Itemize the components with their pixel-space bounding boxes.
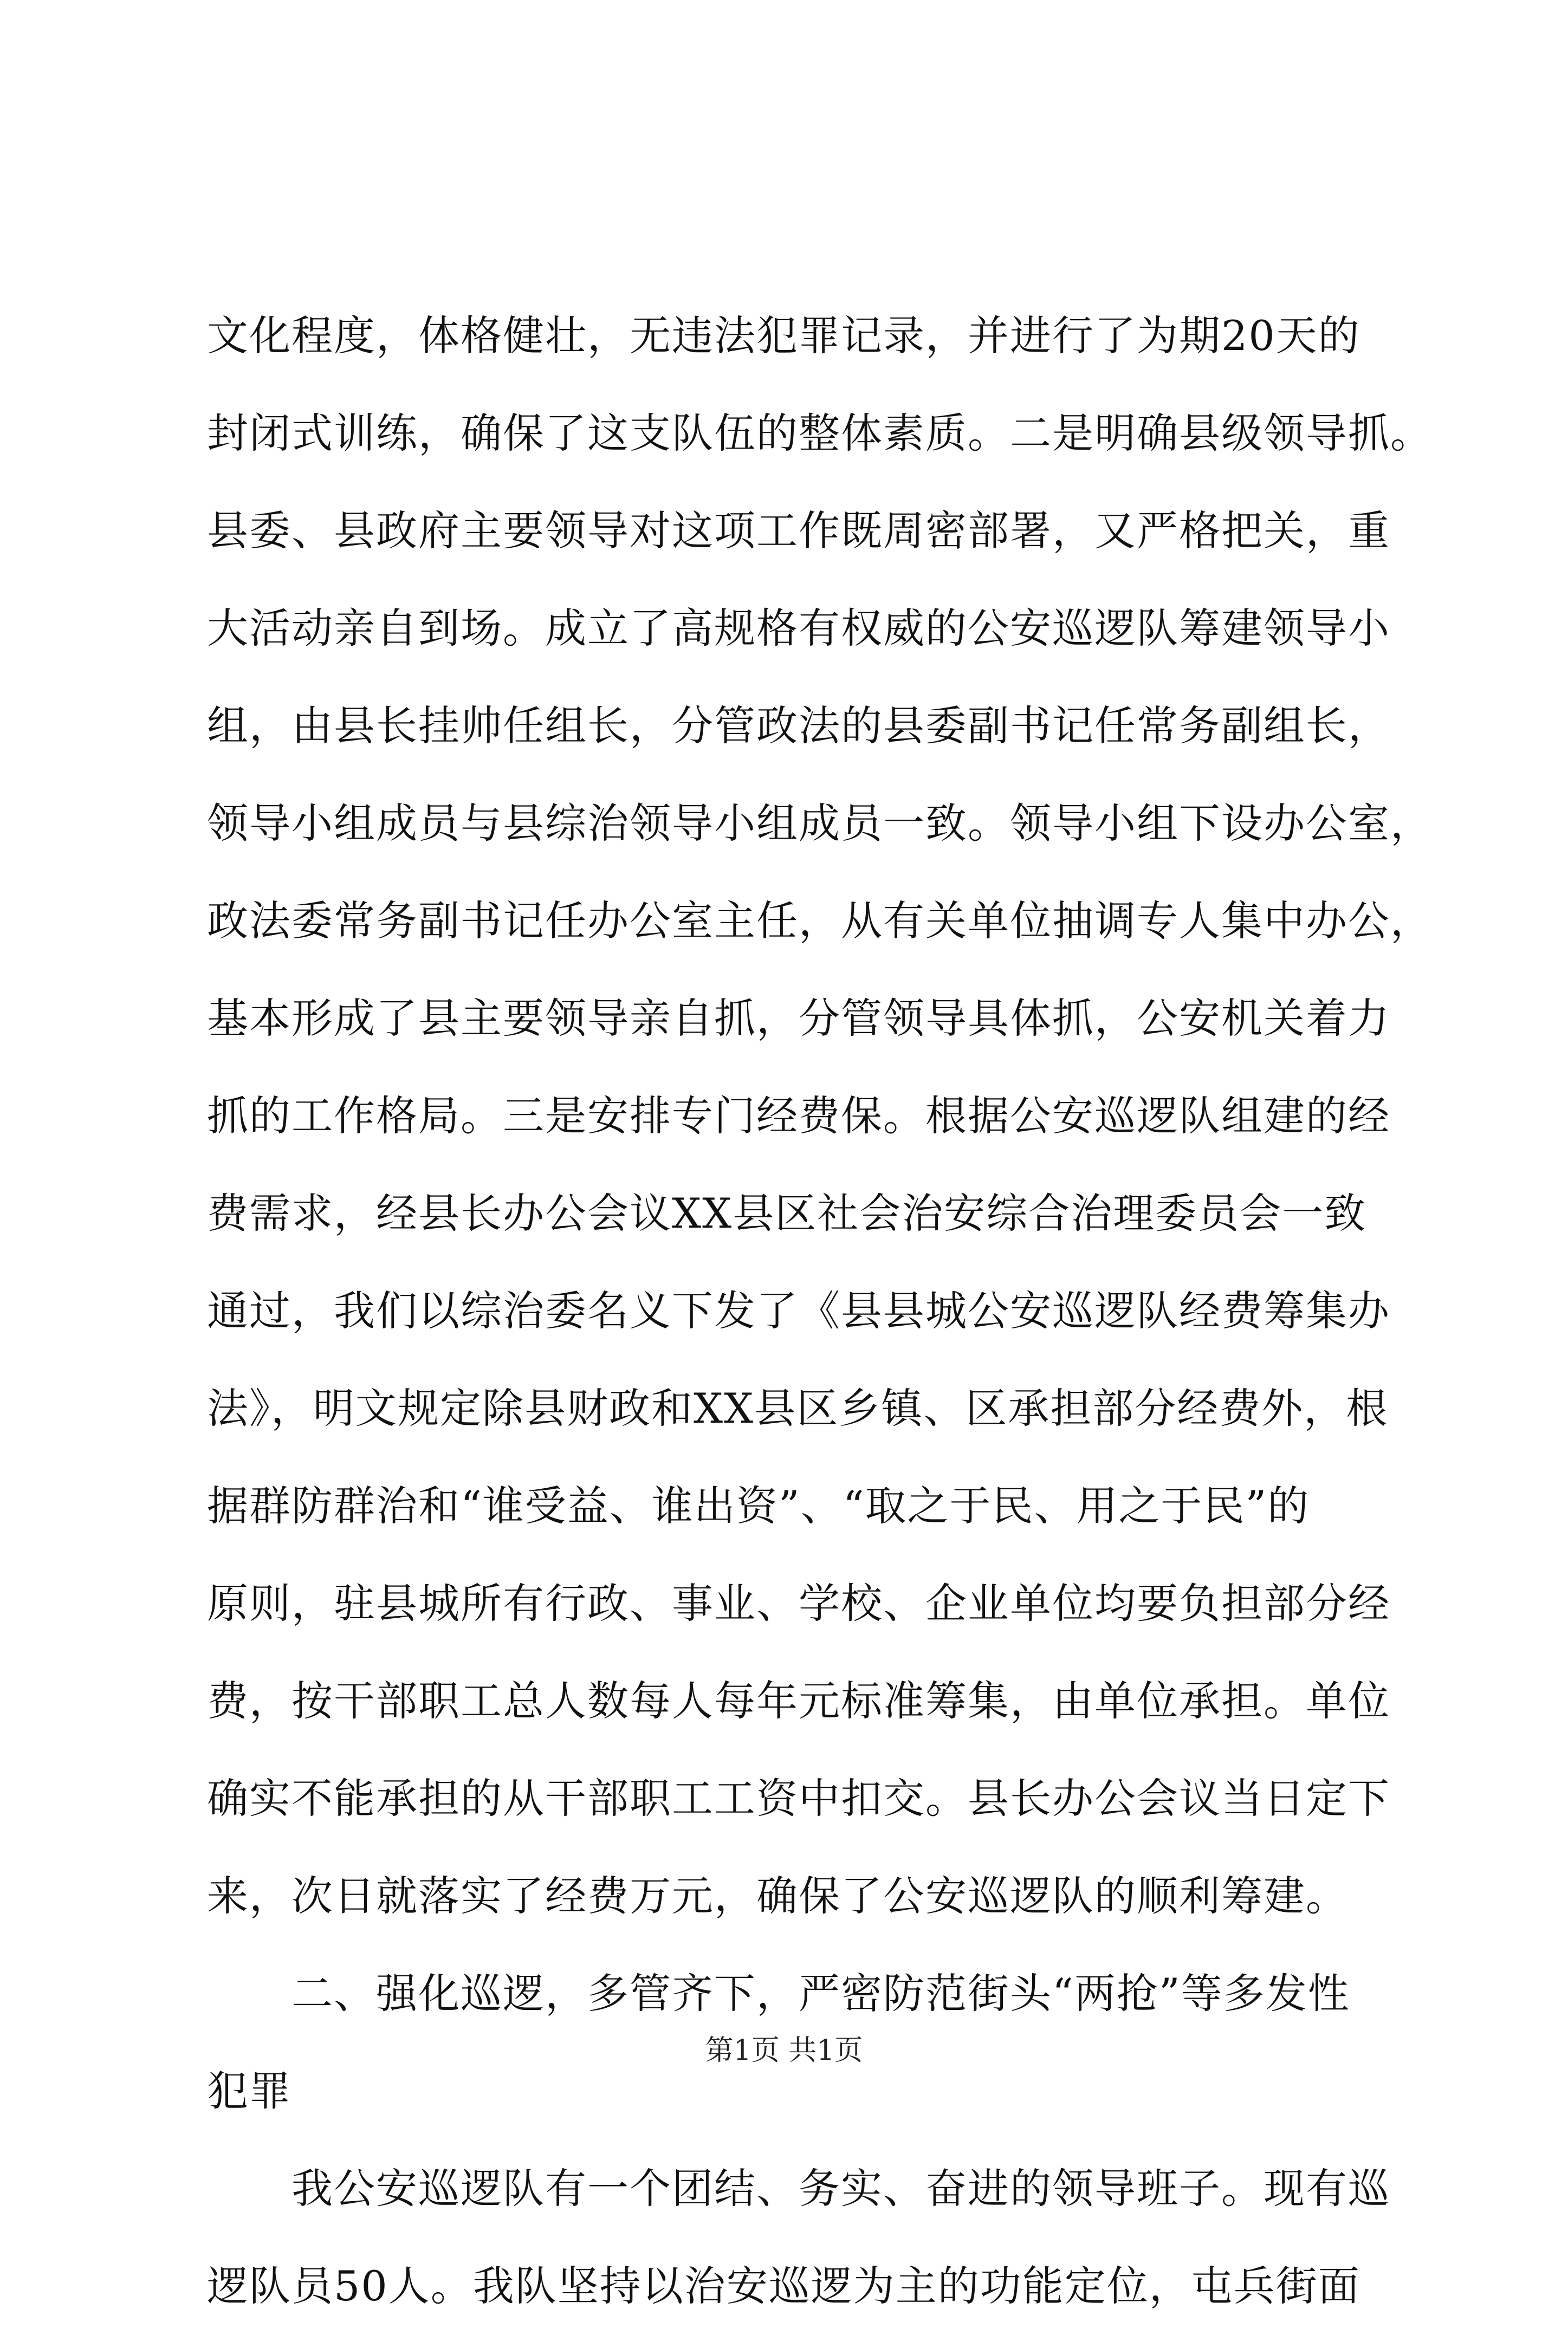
body-text xyxy=(207,287,1433,2335)
text-line: 抓的工作格局。三是安排专门经费保。根据公安巡逻队组建的经 xyxy=(207,1092,1390,1140)
text-line: 确实不能承担的从干部职工工资中扣交。县长办公会议当日定下 xyxy=(207,1774,1390,1822)
text-line: 我公安巡逻队有一个团结、务实、奋进的领导班子。现有巡 xyxy=(207,2164,1390,2213)
text-line: 封闭式训练，确保了这支队伍的整体素质。二是明确县级领导抓。 xyxy=(207,409,1433,457)
text-line: 逻队员50人。我队坚持以治安巡逻为主的功能定位，屯兵街面 xyxy=(207,2262,1360,2310)
text-line: 费需求，经县长办公会议XX县区社会治安综合治理委员会一致 xyxy=(207,1189,1367,1237)
text-line: 据群防群治和“谁受益、谁出资”、“取之于民、用之于民”的 xyxy=(207,1482,1310,1530)
text-line: 来，次日就落实了经费万元，确保了公安巡逻队的顺利筹建。 xyxy=(207,1872,1348,1920)
text-line: 文化程度，体格健壮，无违法犯罪记录，并进行了为期20天的 xyxy=(207,312,1360,360)
text-line: 政法委常务副书记任办公室主任，从有关单位抽调专人集中办公， xyxy=(207,897,1433,945)
text-line: 组，由县长挂帅任组长，分管政法的县委副书记任常务副组长， xyxy=(207,702,1390,750)
page-footer: 第1页 共1页 xyxy=(705,2034,863,2067)
text-line: 通过，我们以综治委名义下发了《县县城公安巡逻队经费筹集办 xyxy=(207,1287,1390,1335)
section-heading-line: 犯罪 xyxy=(207,2067,291,2115)
text-line: 基本形成了县主要领导亲自抓，分管领导具体抓，公安机关着力 xyxy=(207,994,1390,1042)
section-heading-line: 二、强化巡逻，多管齐下，严密防范街头“两抢”等多发性 xyxy=(207,1969,1350,2018)
text-line: 领导小组成员与县综治领导小组成员一致。领导小组下设办公室， xyxy=(207,799,1433,847)
text-line: 法》，明文规定除县财政和XX县区乡镇、区承担部分经费外，根 xyxy=(207,1384,1389,1432)
text-line: 大活动亲自到场。成立了高规格有权威的公安巡逻队筹建领导小 xyxy=(207,604,1390,652)
text-line: 县委、县政府主要领导对这项工作既周密部署，又严格把关，重 xyxy=(207,507,1390,555)
text-line: 费，按干部职工总人数每人每年元标准筹集，由单位承担。单位 xyxy=(207,1677,1390,1725)
text-line: 原则，驻县城所有行政、事业、学校、企业单位均要负担部分经 xyxy=(207,1579,1390,1627)
